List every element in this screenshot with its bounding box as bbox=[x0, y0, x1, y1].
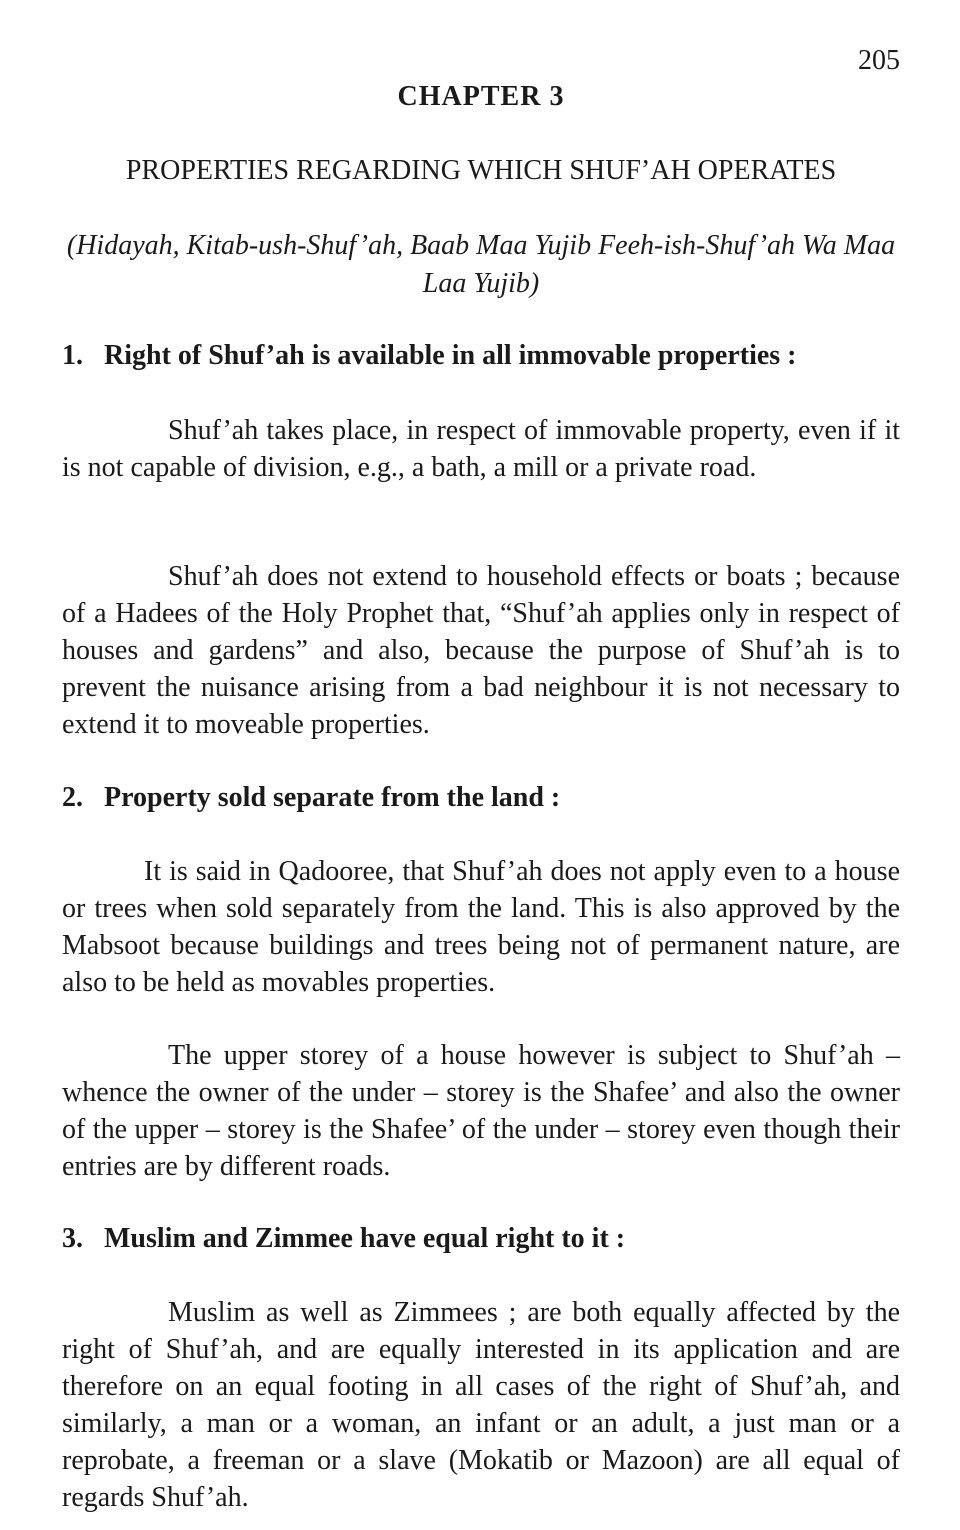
paragraph-2-1: It is said in Qadooree, that Shuf’ah does not apply even to a house or trees when sold separately from the land. This is also approved by the Mabsoot because buildings and trees being not of permanent nature, are also to be held as movables properties. bbox=[62, 856, 900, 998]
section-title: Property sold separate from the land : bbox=[104, 782, 561, 813]
book-page bbox=[62, 0, 900, 1530]
section-title: Muslim and Zimmee have equal right to it : bbox=[104, 1223, 626, 1254]
page-number: 205 bbox=[858, 45, 900, 76]
chapter-subtitle: PROPERTIES REGARDING WHICH SHUF’AH OPERATES bbox=[125, 155, 837, 186]
paragraph-1-2: Shuf’ah does not extend to household effects or boats ; because of a Hadees of the Holy Prophet that, “Shuf’ah applies only in respect of houses and gardens” and also, because the purpose of Shuf’ah is to prevent the nuisance arising from a bad neighbour it is not necessary to extend it to moveable properties. bbox=[62, 561, 900, 740]
section-heading-3 bbox=[62, 1222, 900, 1256]
section-heading-2 bbox=[62, 781, 900, 815]
paragraph-3-1: Muslim as well as Zimmees ; are both equally affected by the right of Shuf’ah, and are equally interested in its application and are therefore on an equal footing in all cases of the right of Shuf’ah, and similarly, a man or a woman, an infant or an adult, a just man or a reprobate, a freeman or a slave (Mokatib or Mazoon) are all equal of regards Shuf’ah. bbox=[62, 1297, 900, 1513]
section-number: 2. bbox=[62, 782, 83, 813]
paragraph-1-1: Shuf’ah takes place, in respect of immovable property, even if it is not capable of division, e.g., a bath, a mill or a private road. bbox=[62, 415, 900, 483]
chapter-title: CHAPTER 3 bbox=[397, 81, 565, 112]
section-title: Right of Shuf’ah is available in all immovable properties : bbox=[104, 340, 797, 371]
section-heading-1 bbox=[62, 339, 900, 373]
section-number: 1. bbox=[62, 340, 83, 371]
source-citation: (Hidayah, Kitab-ush-Shuf’ah, Baab Maa Yujib Feeh-ish-Shuf’ah Wa Maa Laa Yujib) bbox=[66, 230, 896, 299]
section-number: 3. bbox=[62, 1223, 83, 1254]
paragraph-2-2: The upper storey of a house however is subject to Shuf’ah – whence the owner of the under – storey is the Shafee’ and also the owner of the upper – storey is the Shafee’ of the under – storey even though their entries are by different roads. bbox=[62, 1040, 900, 1182]
